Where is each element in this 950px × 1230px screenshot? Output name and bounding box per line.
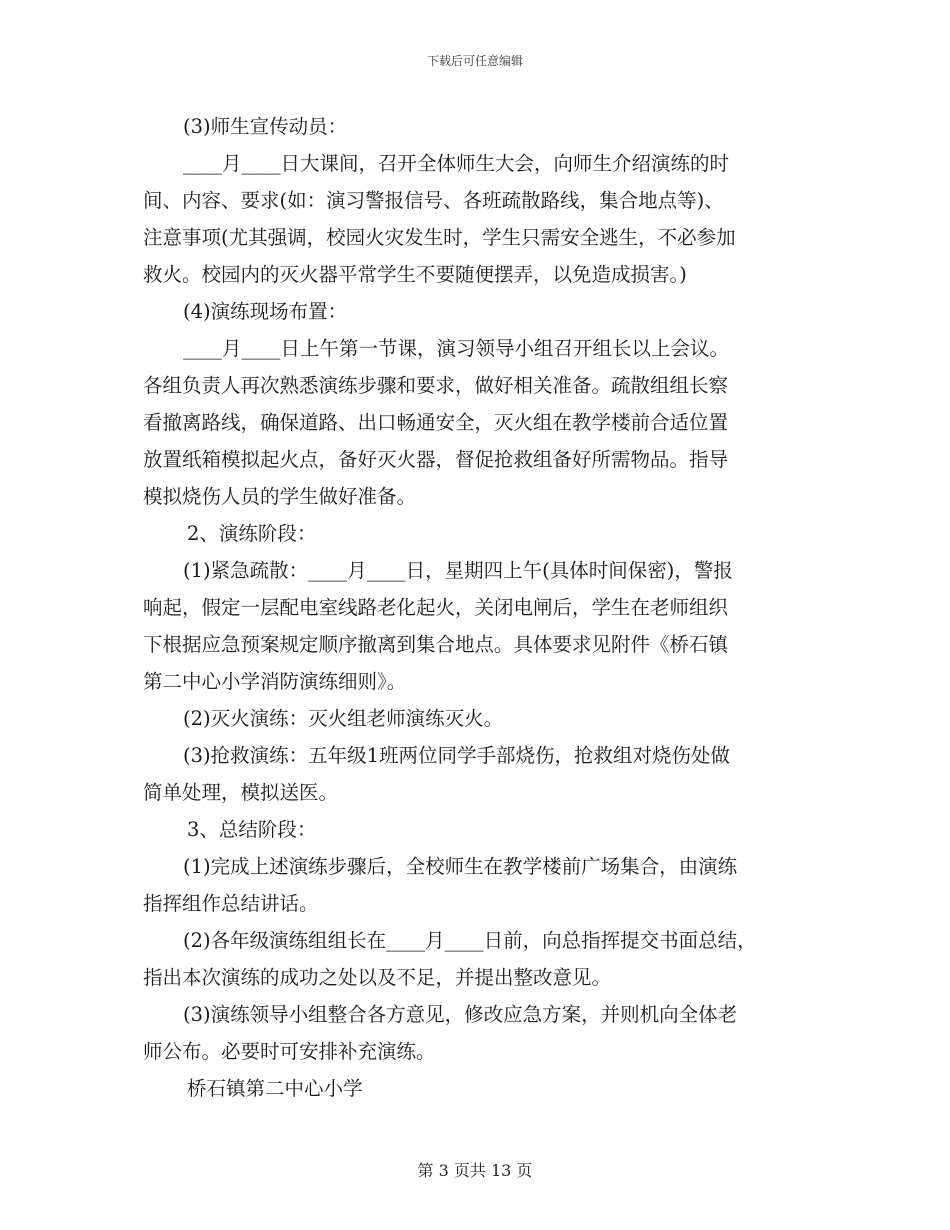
paragraph-line: 间、内容、要求(如：演习警报信号、各班疏散路线，集合地点等)、 bbox=[143, 189, 724, 212]
paragraph-line: 救火。校园内的灭火器平常学生不要随便摆弄，以免造成损害。) bbox=[143, 263, 687, 286]
paragraph-line: (2)灭火演练：灭火组老师演练灭火。 bbox=[183, 707, 504, 730]
signature-line: 桥石镇第二中心小学 bbox=[187, 1077, 363, 1100]
paragraph-line: 简单处理，模拟送医。 bbox=[143, 781, 339, 804]
paragraph-line: 各组负责人再次熟悉演练步骤和要求，做好相关准备。疏散组组长察 bbox=[143, 374, 729, 397]
paragraph-line: (3)演练领导小组整合各方意见，修改应急方案，并则机向全体老 bbox=[183, 1003, 738, 1026]
paragraph-line: (1)紧急疏散：____月____日，星期四上午(具体时间保密)，警报 bbox=[183, 559, 733, 582]
page-header: 下载后可任意编辑 bbox=[426, 54, 523, 68]
paragraph-line: 看撤离路线，确保道路、出口畅通安全，灭火组在教学楼前合适位置 bbox=[143, 411, 729, 434]
paragraph-line: (3)抢救演练：五年级1班两位同学手部烧伤，抢救组对烧伤处做 bbox=[183, 744, 731, 767]
paragraph-line: 指挥组作总结讲话。 bbox=[143, 892, 319, 915]
section-heading: (4)演练现场布置： bbox=[183, 300, 348, 323]
section-heading: 2、演练阶段： bbox=[187, 522, 317, 545]
section-heading: 3、总结阶段： bbox=[187, 818, 317, 841]
document-body bbox=[143, 108, 811, 1107]
paragraph-line: 指出本次演练的成功之处以及不足，并提出整改意见。 bbox=[143, 966, 612, 989]
paragraph-line: 响起，假定一层配电室线路老化起火，关闭电闸后，学生在老师组织 bbox=[143, 596, 729, 619]
paragraph-line: (2)各年级演练组组长在____月____日前，向总指挥提交书面总结， bbox=[183, 929, 757, 952]
paragraph-line: (1)完成上述演练步骤后，全校师生在教学楼前广场集合，由演练 bbox=[183, 855, 738, 878]
paragraph-line: 下根据应急预案规定顺序撤离到集合地点。具体要求见附件《桥石镇 bbox=[143, 633, 729, 656]
paragraph-line: 注意事项(尤其强调，校园火灾发生时，学生只需安全逃生，不必参加 bbox=[143, 226, 736, 249]
paragraph-line: 放置纸箱模拟起火点，备好灭火器，督促抢救组备好所需物品。指导 bbox=[143, 448, 729, 471]
section-heading: (3)师生宣传动员： bbox=[183, 115, 348, 138]
page-footer: 第 3 页共 13 页 bbox=[417, 1161, 533, 1180]
paragraph-line: ____月____日大课间，召开全体师生大会，向师生介绍演练的时 bbox=[183, 152, 730, 175]
paragraph-line: ____月____日上午第一节课，演习领导小组召开组长以上会议。 bbox=[183, 337, 730, 360]
paragraph-line: 第二中心小学消防演练细则》。 bbox=[143, 670, 407, 693]
paragraph-line: 模拟烧伤人员的学生做好准备。 bbox=[143, 485, 417, 508]
paragraph-line: 师公布。必要时可安排补充演练。 bbox=[143, 1040, 436, 1063]
